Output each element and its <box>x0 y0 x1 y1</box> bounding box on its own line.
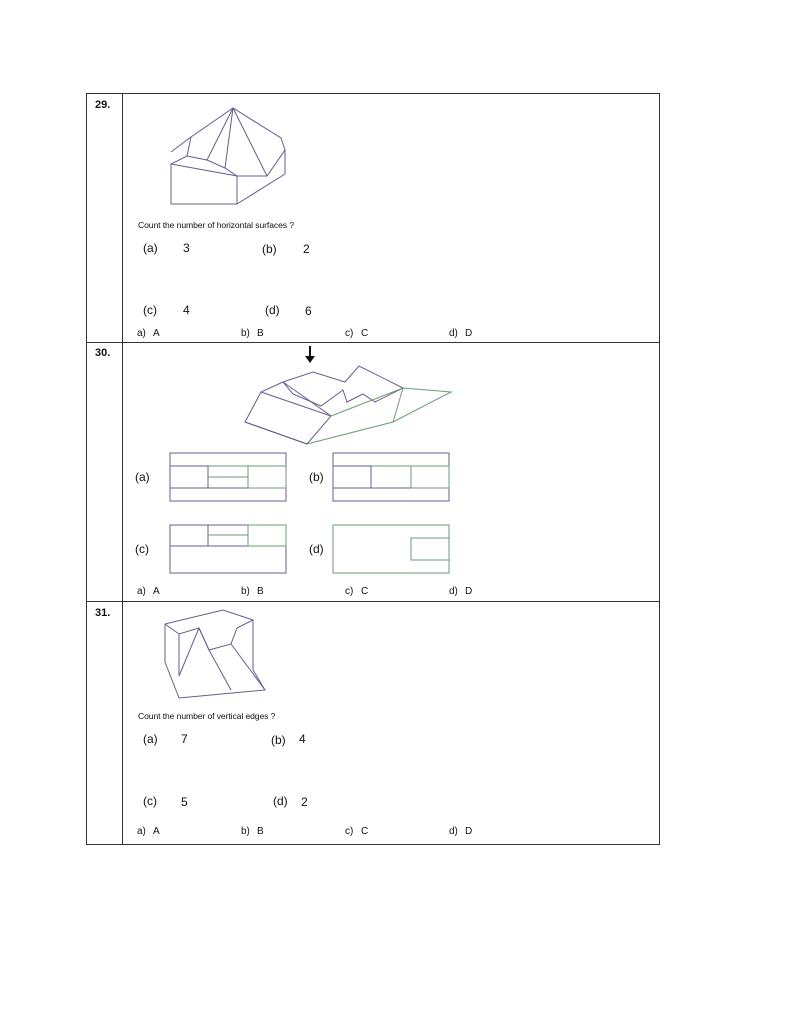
option-c-figure <box>169 524 289 576</box>
step-block-figure <box>243 362 455 450</box>
option-a-letter: (a) <box>143 732 158 746</box>
question-prompt: Count the number of vertical edges ? <box>138 711 276 721</box>
option-a-label: (a) <box>135 470 150 484</box>
question-number: 31. <box>95 607 111 619</box>
option-c-label: (c) <box>135 542 149 556</box>
option-c-letter: (c) <box>143 794 157 808</box>
answer-choice-c[interactable]: c) C <box>345 328 369 339</box>
option-b-letter: (b) <box>271 733 286 747</box>
question-content <box>123 94 659 342</box>
option-a-value: 3 <box>183 241 190 255</box>
question-number: 30. <box>95 347 111 359</box>
question-row-30 <box>86 342 660 602</box>
answer-choice-a[interactable]: a) A <box>137 826 160 837</box>
answer-choice-a[interactable]: a) A <box>137 586 160 597</box>
question-content <box>123 342 659 601</box>
option-b-value: 2 <box>303 242 310 256</box>
answer-choice-c[interactable]: c) C <box>345 826 369 837</box>
option-a-value: 7 <box>181 732 188 746</box>
answer-choice-d[interactable]: d) D <box>449 328 473 339</box>
answer-choice-d[interactable]: d) D <box>449 826 473 837</box>
t-block-figure <box>161 606 271 702</box>
option-d-value: 2 <box>301 795 308 809</box>
option-c-letter: (c) <box>143 303 157 317</box>
option-c-value: 4 <box>183 303 190 317</box>
option-d-value: 6 <box>305 304 312 318</box>
answer-choice-d[interactable]: d) D <box>449 586 473 597</box>
question-number: 29. <box>95 99 111 111</box>
answer-choice-c[interactable]: c) C <box>345 586 369 597</box>
answer-choice-b[interactable]: b) B <box>241 586 264 597</box>
question-content <box>123 602 659 844</box>
option-b-letter: (b) <box>262 242 277 256</box>
option-a-figure <box>169 452 289 504</box>
answer-choice-b[interactable]: b) B <box>241 328 264 339</box>
house-roof-figure <box>167 104 297 204</box>
answer-choice-a[interactable]: a) A <box>137 328 160 339</box>
question-table <box>86 93 660 845</box>
option-d-letter: (d) <box>273 794 288 808</box>
option-d-figure <box>332 524 452 576</box>
question-number-cell <box>87 94 123 342</box>
option-b-figure <box>332 452 452 504</box>
question-prompt: Count the number of horizontal surfaces ? <box>138 220 294 230</box>
question-row-31 <box>86 602 660 845</box>
option-d-label: (d) <box>309 542 324 556</box>
option-b-value: 4 <box>299 732 306 746</box>
option-d-letter: (d) <box>265 303 280 317</box>
question-row-29 <box>86 93 660 343</box>
question-number-cell <box>87 602 123 844</box>
option-b-label: (b) <box>309 470 324 484</box>
option-c-value: 5 <box>181 795 188 809</box>
option-a-letter: (a) <box>143 241 158 255</box>
answer-choice-b[interactable]: b) B <box>241 826 264 837</box>
question-number-cell <box>87 342 123 601</box>
